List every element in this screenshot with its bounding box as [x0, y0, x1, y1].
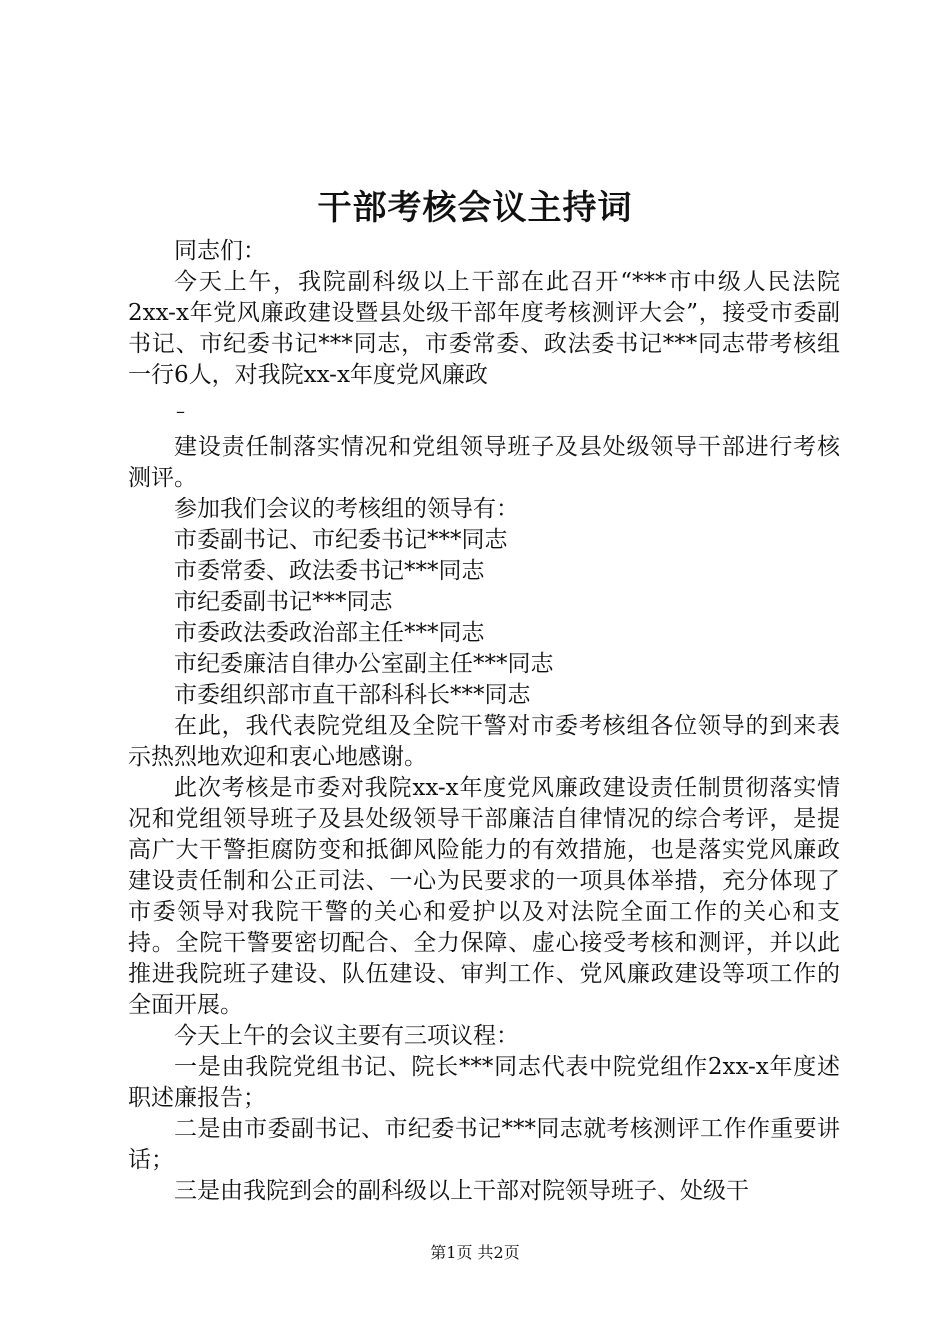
page-footer: 第1页 共2页 — [430, 1243, 520, 1262]
paragraph-opening: 今天上午，我院副科级以上干部在此召开“***市中级人民法院2xx-x年党风廉政建设暨县处级干部年度考核测评大会”，接受市委副书记、市纪委书记***同志，市委常委、政法委书记***同志带考核组一行6人，对我院xx-x年度党风廉政 — [128, 269, 840, 388]
paragraph-continuation: 建设责任制落实情况和党组领导班子及县处级领导干部进行考核测评。 — [128, 434, 840, 491]
dash-mark: – — [176, 401, 185, 422]
paragraph-purpose: 此次考核是市委对我院xx-x年度党风廉政建设责任制贯彻落实情况和党组领导班子及县处级领导干部廉洁自律情况的综合考评，是提高广大干警拒腐防变和抵御风险能力的有效措施，也是落实党风廉政建设责任制和公正司法、一心为民要求的一项具体举措，充分体现了市委领导对我院干警的关心和爱护以及对法院全面工作的关心和支持。全院干警要密切配合、全力保障、虚心接受考核和测评，并以此推进我院班子建设、队伍建设、审判工作、党风廉政建设等项工作的全面开展。 — [128, 775, 840, 1018]
document-body — [128, 236, 840, 1207]
leaders-intro: 参加我们会议的考核组的领导有： — [174, 496, 519, 522]
leader-item: 市纪委副书记***同志 — [174, 589, 393, 615]
agenda-item-1: 一是由我院党组书记、院长***同志代表中院党组作2xx-x年度述职述廉报告； — [128, 1054, 840, 1111]
leader-item: 市委副书记、市纪委书记***同志 — [174, 527, 508, 553]
leader-item: 市委政法委政治部主任***同志 — [174, 620, 485, 646]
agenda-item-2: 二是由市委副书记、市纪委书记***同志就考核测评工作作重要讲话； — [128, 1116, 840, 1173]
leader-item: 市委组织部市直干部科科长***同志 — [174, 682, 531, 708]
agenda-intro: 今天上午的会议主要有三项议程： — [174, 1023, 519, 1049]
paragraph-welcome: 在此，我代表院党组及全院干警对市委考核组各位领导的到来表示热烈地欢迎和衷心地感谢。 — [128, 713, 840, 770]
agenda-item-3: 三是由我院到会的副科级以上干部对院领导班子、处级干 — [174, 1178, 749, 1204]
leader-item: 市纪委廉洁自律办公室副主任***同志 — [174, 651, 554, 677]
leader-item: 市委常委、政法委书记***同志 — [174, 558, 485, 584]
salutation: 同志们： — [174, 238, 266, 264]
document-title: 干部考核会议主持词 — [317, 188, 633, 228]
